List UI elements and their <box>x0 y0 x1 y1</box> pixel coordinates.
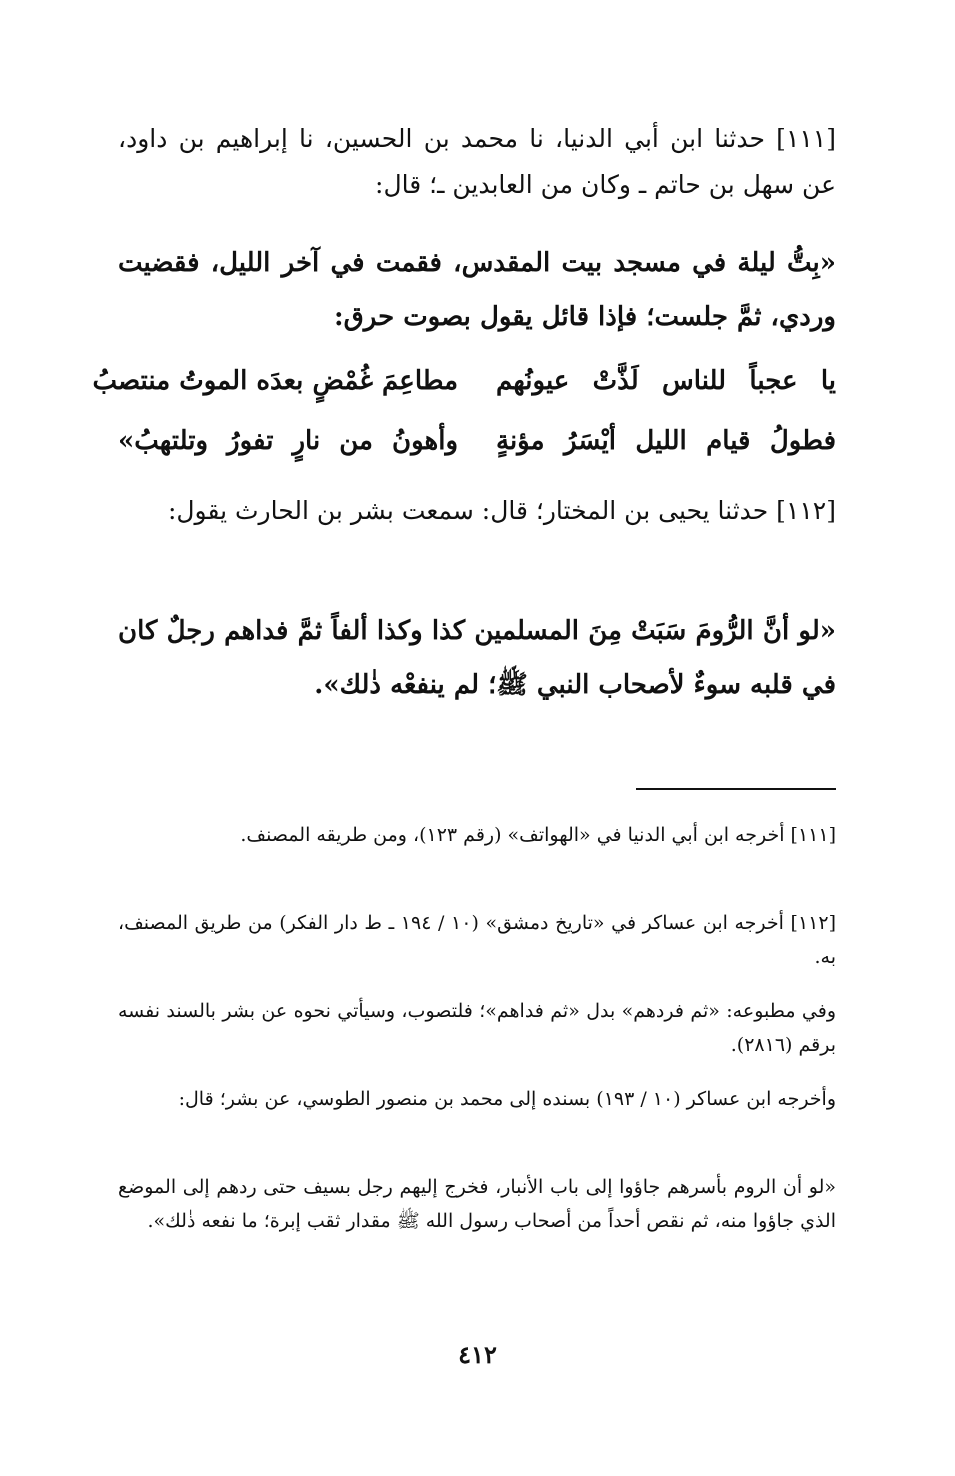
poem-verse <box>92 356 836 406</box>
poem-first-hemistich: يا عجباً للناس لَذَّتْ عيونُهم <box>496 366 836 396</box>
poem-first-hemistich: فطولُ قيام الليل أيْسَرُ مؤنةٍ <box>496 426 836 456</box>
hadith-112-quote: «لو أنَّ الرُّومَ سَبَتْ مِنَ المسلمين كذا وكذا ألفاً ثمَّ فداهم رجلٌ كان في قلبه سوءٌ لأصحاب النبي ﷺ؛ لم ينفعْه ذٰلك». <box>118 616 836 700</box>
hadith-111-chain: [١١١] حدثنا ابن أبي الدنيا، نا محمد بن الحسين، نا إبراهيم بن داود، عن سهل بن حاتم ـ وكان من العابدين ـ؛ قال: <box>118 124 836 199</box>
footnote-note: وفي مطبوعه: «ثم فردهم» بدل «ثم فداهم»؛ فلتصوب، وسيأتي نحوه عن بشر بالسند نفسه برقم (٢٨١٦). <box>118 1000 836 1056</box>
footnote-quote: «لو أن الروم بأسرهم جاؤوا إلى باب الأنبار، فخرج إليهم رجل بسيف حتى ردهم إلى الموضع الذي جاؤوا منه، ثم نقص أحداً من أصحاب رسول الله ﷺ مقدار ثقب إبرة؛ ما نفعه ذٰلك». <box>118 1176 836 1232</box>
hadith-111-quote: «بِتُّ ليلة في مسجد بيت المقدس، فقمت في آخر الليل، فقضيت وردي، ثمَّ جلست؛ فإذا قائل يقول بصوت حرق: <box>118 248 836 332</box>
hadith-112-chain: [١١٢] حدثنا يحيى بن المختار؛ قال: سمعت بشر بن الحارث يقول: <box>167 496 836 525</box>
poem-second-hemistich: مطاعِمَ غُمْضٍ بعدَه الموتُ منتصبُ <box>92 366 458 396</box>
poem-second-hemistich: وأهونُ من نارٍ تفورُ وتلتهبُ» <box>118 426 458 456</box>
poem-verse <box>118 416 836 466</box>
footnote-note: وأخرجه ابن عساكر (١٠ / ١٩٣) بسنده إلى محمد بن منصور الطوسي، عن بشر؛ قال: <box>178 1088 836 1110</box>
footnote-112: [١١٢] أخرجه ابن عساكر في «تاريخ دمشق» (١٠ / ١٩٤ ـ ط دار الفكر) من طريق المصنف، به. <box>118 912 836 968</box>
footnote-111: [١١١] أخرجه ابن أبي الدنيا في «الهواتف» (رقم ١٢٣)، ومن طريقه المصنف. <box>240 824 836 846</box>
page-number: ٤١٢ <box>458 1340 497 1369</box>
footnote-separator <box>636 788 836 790</box>
